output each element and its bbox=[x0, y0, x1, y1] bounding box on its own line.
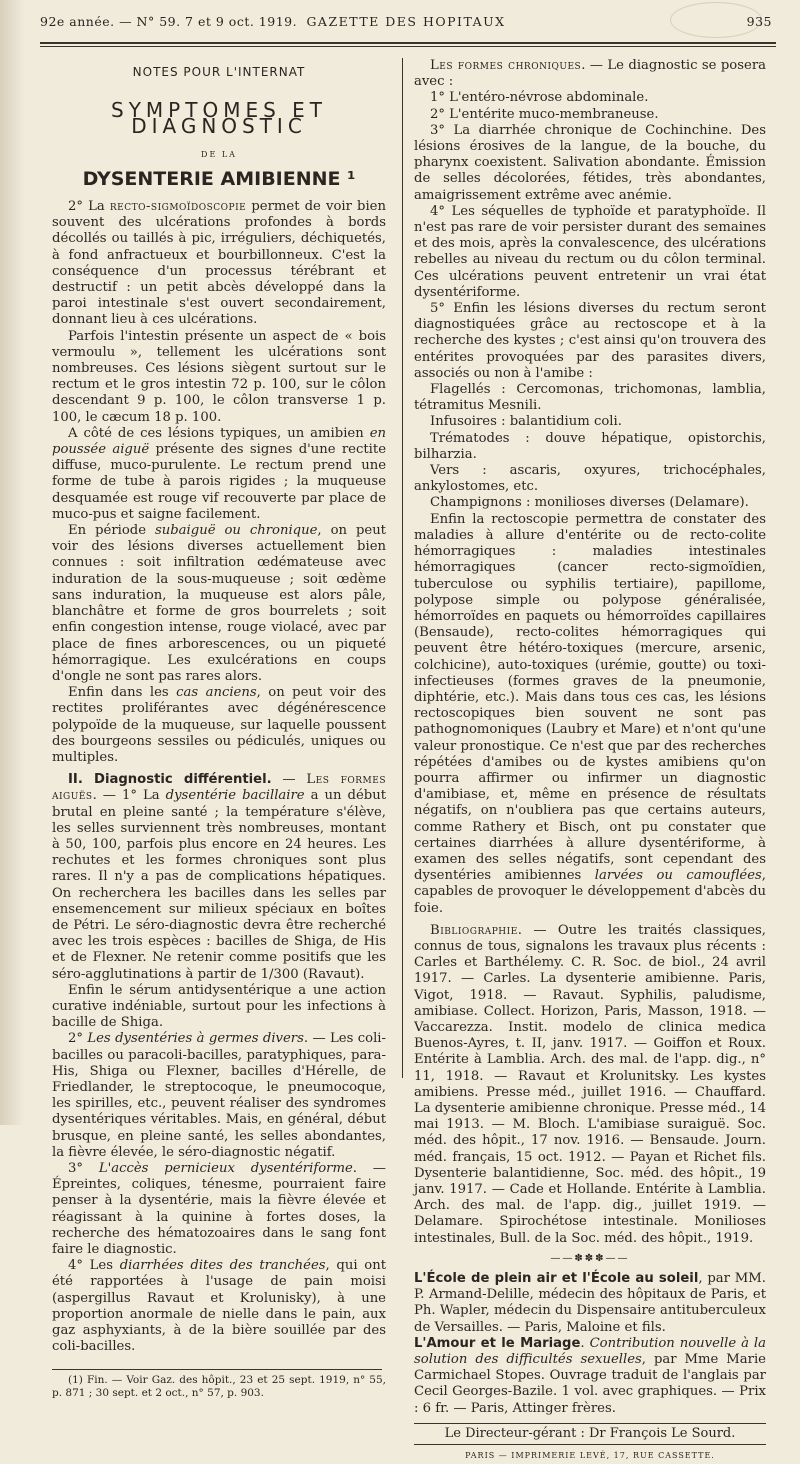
book-title: L'Amour et le Mariage bbox=[414, 1335, 581, 1351]
paragraph: Les formes chroniques. — Le diagnostic se posera avec : bbox=[414, 58, 766, 90]
issue-info: 92e année. — N° 59. 7 et 9 oct. 1919. bbox=[40, 14, 298, 29]
article-subtitle: DYSENTERIE AMIBIENNE ¹ bbox=[82, 167, 356, 190]
article-title: SYMPTOMES ET DIAGNOSTIC bbox=[111, 98, 327, 139]
book-notice: L'École de plein air et l'École au soleil, par MM. P. Armand-Delille, médecin des hôpitaux de Paris, et Ph. Wapler, médecin du Dispensaire antituberculeux de Versailles. — Paris, Maloine et fils. bbox=[414, 1271, 766, 1335]
parasite-line: Vers : ascaris, oxyures, trichocéphales, ankylostomes, etc. bbox=[414, 463, 766, 495]
parasite-line: Infusoires : balantidium coli. bbox=[430, 414, 622, 430]
paragraph: Parfois l'intestin présente un aspect de « bois vermoulu », tellement les ulcérations sont nombreuses. Ces lésions siègent surtout sur le rectum et le gros intestin 72 p. 100, sur le côlon descendant 9 p. 100, le côlon transverse 1 p. 100, le cæcum 18 p. 100. bbox=[52, 328, 386, 425]
printer-line: PARIS — IMPRIMERIE LEVÉ, 17, RUE CASSETTE. bbox=[465, 1451, 715, 1461]
left-column bbox=[52, 58, 386, 1400]
paragraph: II. Diagnostic différentiel. — Les formes aiguës. — 1° La dysentérie bacillaire a un début brutal en pleine santé ; la température s'élève, les selles surviennent très nombreuses, montant à 50, 100, parfois plus encore en 24 heures. Les rechutes et les formes chroniques sont plus rares. Il n'y a pas de complications hépatiques. On recherchera les bacilles dans les selles par ensemencement sur milieux spéciaux en boîtes de Pétri. Le séro-diagnostic devra être recherché avec les trois espèces : bacilles de Shiga, de His et de Flexner. Ne retenir comme positifs que les séro-agglutinations à partir de 1/300 (Ravaut). bbox=[52, 772, 386, 982]
parasite-line: Flagellés : Cercomonas, trichomonas, lamblia, tétramitus Mesnili. bbox=[414, 382, 766, 414]
paragraph: Enfin la rectoscopie permettra de constater des maladies à allure d'entérite ou de recto-colite hémorragiques : maladies intestinales hémorragiques (cancer recto-sigmoïdien, tuberculose ou syphilis tertiaire), papillome, polypose simple ou polypose généralisée, hémorroïdes en paquets ou hémorroïdes capillaires (Bensaude), recto-colites hémorragiques qui peuvent être hétéro-toxiques (mercure, arsenic, colchicine), auto-toxiques (urémie, goutte) ou toxi-infectieuses (formes graves de la pneumonie, diphtérie, etc.). Mais dans tous ces cas, les lésions rectoscopiques bien souvent ne sont pas pathognomoniques (Laubry et Mare) et n'ont qu'une valeur pronostique. Ce n'est que par des recherches répétées d'amibes ou de kystes amibiens qu'on pourra affirmer ou infirmer un diagnostic d'amibiase, et, même en présence de résultats négatifs, on n'oubliera pas que certains auteurs, comme Rathery et Bisch, ont pu constater que certaines diarrhées à allure dysentériforme, à examen des selles négatifs, sont cependant des dysentéries amibiennes larvées ou camouflées, capables de provoquer le développement d'abcès du foie. bbox=[414, 511, 766, 916]
header-rule bbox=[40, 42, 776, 44]
section-heading: II. Diagnostic différentiel. bbox=[68, 772, 272, 788]
paragraph: En période subaiguë ou chronique, on peut voir des lésions diverses actuellement bien connues : soit infiltration œdémateuse avec induration de la sous-muqueuse ; soit œdème sans induration, la muqueuse est alors pâle, blanchâtre et forme de gros bourrelets ; soit enfin congestion intense, rouge violacé, avec par place de fines arborescences, ou un piqueté hémorragique. Les exulcérations en coups d'ongle ne sont pas rares alors. bbox=[52, 523, 386, 684]
section-separator: ——✽✽✽—— bbox=[550, 1252, 630, 1264]
parasite-line: Champignons : monilioses diverses (Delamare). bbox=[430, 495, 749, 511]
list-item: 5° Enfin les lésions diverses du rectum seront diagnostiquées grâce au rectoscope et à la recherche des kystes ; c'est ainsi qu'on trouvera des entérites provoquées par des parasites divers, associés ou non à l'amibe : bbox=[414, 301, 766, 381]
footnote-rule bbox=[52, 1369, 382, 1370]
title-connector: DE LA bbox=[201, 149, 237, 159]
paragraph: A côté de ces lésions typiques, un amibien en poussée aiguë présente des signes d'une rectite diffuse, muco-purulente. Le rectum prend une forme de tube à parois rigides ; la muqueuse desquamée est rouge vif recouverte par place de muco-pus et saigne facilement. bbox=[52, 425, 386, 522]
section-title: NOTES POUR L'INTERNAT bbox=[132, 65, 306, 79]
page-fold-shadow bbox=[0, 0, 24, 1125]
paragraph: 3° L'accès pernicieux dysentériforme. — Épreintes, coliques, ténesme, pourraient faire penser à la dysentérie, mais la fièvre élevée et réagissant à la quinine à fortes doses, la recherche des hématozoaires dans le sang font faire le diagnostic. bbox=[52, 1161, 386, 1258]
director-signature: Le Directeur-gérant : Dr François Le Sourd. bbox=[414, 1423, 766, 1445]
list-item: 2° L'entérite muco-membraneuse. bbox=[430, 106, 659, 122]
parasite-line: Trématodes : douve hépatique, opistorchis, bilharzia. bbox=[414, 430, 766, 462]
journal-title: GAZETTE DES HOPITAUX bbox=[306, 14, 506, 29]
paragraph: 4° Les diarrhées dites des tranchées, qui ont été rapportées à l'usage de pain moisi (aspergillus Ravaut et Krolunisky), à une proportion anormale de nielle dans le pain, aux gaz asphyxiants, à de la bière souillée par des coli-bacilles. bbox=[52, 1258, 386, 1355]
running-header bbox=[40, 14, 772, 38]
paragraph: Enfin dans les cas anciens, on peut voir des rectites proliférantes avec dégénérescence polypoïde de la muqueuse, sur laquelle poussent des bourgeons sessiles ou pédiculés, uniques ou multiples. bbox=[52, 685, 387, 765]
column-divider bbox=[402, 58, 403, 1078]
paragraph: 2° La recto-sigmoïdoscopie permet de voir bien souvent des ulcérations profondes à bords décollés ou taillés à pic, irréguliers, déchiquetés, à fond anfractueux et bourbillonneux. C'est la conséquence d'un processus térébrant et destructif : un petit abcès développé dans la paroi intestinale s'est ouvert secondairement, donnant lieu à ces ulcérations. bbox=[52, 199, 386, 328]
page-number: 935 bbox=[746, 14, 772, 29]
right-column bbox=[414, 58, 766, 1464]
book-notice: L'Amour et le Mariage. Contribution nouvelle à la solution des difficultés sexuelles, par Mme Marie Carmichael Stopes. Ouvrage traduit de l'anglais par Cecil Georges-Bazile. 1 vol. avec graphiques. — Prix : 6 fr. — Paris, Attinger frères. bbox=[414, 1335, 766, 1416]
list-item: 1° L'entéro-névrose abdominale. bbox=[430, 90, 649, 106]
list-item: 3° La diarrhée chronique de Cochinchine. Des lésions érosives de la langue, de la bouche, du pharynx coexistent. Salivation abondante. Émission de selles décolorées, fétides, très abondantes, amaigrissement extrême avec anémie. bbox=[414, 122, 766, 203]
paragraph: 2° Les dysentéries à germes divers. — Les coli-bacilles ou paracoli-bacilles, paratyphiques, para-His, Shiga ou Flexner, bacilles d'Hérelle, de Friedlander, le streptocoque, le pneumocoque, les spirilles, etc., peuvent réaliser des syndromes dysentériques véritables. Mais, en général, début brusque, en pleine santé, les selles abondantes, la fièvre élevée, le séro-diagnostic négatif. bbox=[52, 1031, 386, 1160]
book-title: L'École de plein air et l'École au soleil bbox=[414, 1271, 699, 1287]
paragraph: Enfin le sérum antidysentérique a une action curative indéniable, surtout pour les infections à bacille de Shiga. bbox=[52, 982, 386, 1031]
bibliography: Bibliographie. — Outre les traités classiques, connus de tous, signalons les travaux plus récents : Carles et Barthélemy. C. R. Soc. de biol., 24 avril 1917. — Carles. La dysenterie amibienne. Paris, Vigot, 1918. — Ravaut. Syphilis, paludisme, amibiase. Collect. Horizon, Paris, Masson, 1918. — Vaccarezza. Instit. modelo de clinica medica Buenos-Ayres, t. II, janv. 1917. — Goiffon et Roux. Entérite à Lamblia. Arch. des mal. de l'app. dig., n° 11, 1918. — Ravaut et Krolunitsky. Les kystes amibiens. Presse méd., juillet 1916. — Chauffard. La dysenterie amibienne chronique. Presse méd., 14 mai 1913. — M. Bloch. L'amibiase suraiguë. Soc. méd. des hôpit., 17 nov. 1916. — Bensaude. Journ. méd. français, 15 oct. 1912. — Payan et Richet fils. Dysenterie balantidienne, Soc. méd. des hôpit., 19 janv. 1917. — Cade et Hollande. Entérite à Lamblia. Arch. des mal. de l'app. dig., juillet 1919. — Delamare. Spirochétose intestinale. Monilioses intestinales, Bull. de la Soc. méd. des hôpit., 1919. bbox=[414, 922, 766, 1246]
footnote: (1) Fin. — Voir Gaz. des hôpit., 23 et 25 sept. 1919, n° 55, p. 871 ; 30 sept. et 2 oct., n° 57, p. 903. bbox=[52, 1374, 386, 1400]
header-rule-thin bbox=[40, 46, 776, 47]
list-item: 4° Les séquelles de typhoïde et paratyphoïde. Il n'est pas rare de voir persister durant des semaines et des mois, après la convalescence, des ulcérations rebelles au niveau du rectum ou du côlon terminal. Ces ulcérations peuvent entretenir un vrai état dysentériforme. bbox=[414, 203, 766, 300]
